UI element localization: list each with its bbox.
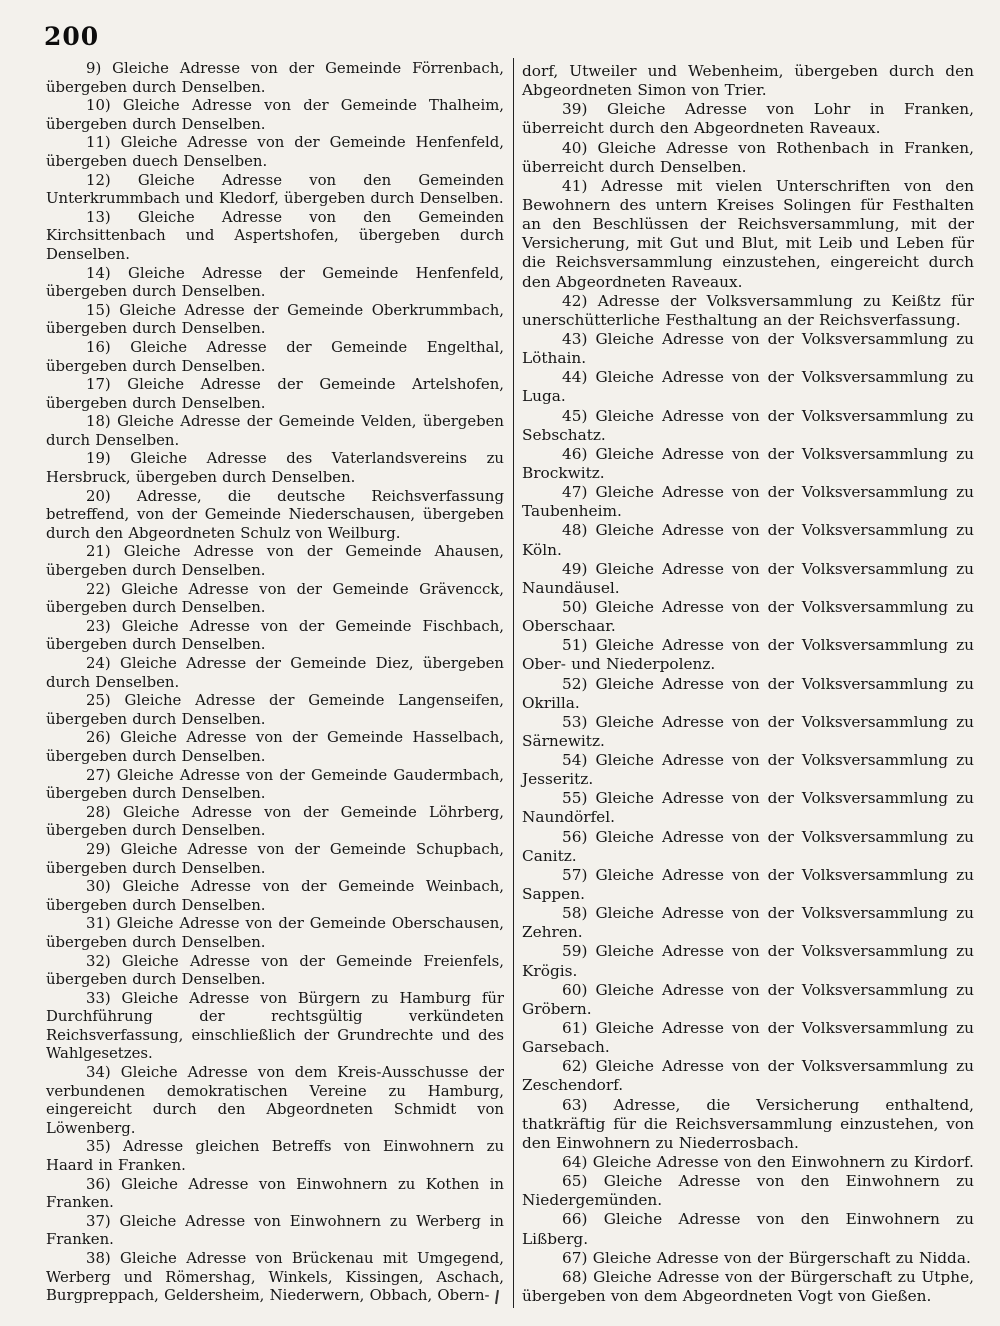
list-item: 47) Gleiche Adresse von der Volksversammlung zu Taubenheim. bbox=[522, 483, 974, 521]
list-item: 42) Adresse der Volksversammlung zu Keißtz für unerschütterliche Festhaltung an der Reichsverfassung. bbox=[522, 291, 974, 329]
list-item: 35) Adresse gleichen Betreffs von Einwohnern zu Haard in Franken. bbox=[46, 1137, 504, 1175]
list-item: 18) Gleiche Adresse der Gemeinde Velden, übergeben durch Denselben. bbox=[46, 412, 504, 449]
list-item: 10) Gleiche Adresse von der Gemeinde Thalheim, übergeben durch Denselben. bbox=[46, 96, 504, 133]
list-item: 21) Gleiche Adresse von der Gemeinde Ahausen, übergeben durch Denselben. bbox=[46, 542, 504, 580]
list-item: 64) Gleiche Adresse von den Einwohnern zu Kirdorf. bbox=[562, 1153, 974, 1172]
list-item: 17) Gleiche Adresse der Gemeinde Artelshofen, übergeben durch Denselben. bbox=[46, 375, 504, 412]
list-item: 15) Gleiche Adresse der Gemeinde Oberkrummbach, übergeben durch Denselben. bbox=[46, 300, 504, 338]
list-item: 65) Gleiche Adresse von den Einwohnern zu Niedergemünden. bbox=[522, 1172, 974, 1210]
list-item: 38) Gleiche Adresse von Brückenau mit Umgegend, Werberg und Römershag, Winkels, Kissingen, Aschach, Burgpreppach, Geldersheim, Niederwern, Obbach, Obern- bbox=[46, 1249, 504, 1305]
list-item: 14) Gleiche Adresse der Gemeinde Henfenfeld, übergeben durch Denselben. bbox=[46, 263, 504, 301]
list-item: 19) Gleiche Adresse des Vaterlandsvereins zu Hersbruck, übergeben durch Denselben. bbox=[46, 449, 504, 487]
list-item: 50) Gleiche Adresse von der Volksversammlung zu Oberschaar. bbox=[522, 597, 974, 636]
list-item: 62) Gleiche Adresse von der Volksversammlung zu Zeschendorf. bbox=[522, 1057, 974, 1095]
list-item: 28) Gleiche Adresse von der Gemeinde Löhrberg, übergeben durch Denselben. bbox=[46, 802, 504, 840]
list-item: 53) Gleiche Adresse von der Volksversammlung zu Särnewitz. bbox=[522, 712, 974, 750]
list-item: 34) Gleiche Adresse von dem Kreis-Ausschusse der verbundenen demokratischen Vereine zu Hamburg, eingereicht durch den Abgeordneten Schmidt von Löwenberg. bbox=[46, 1063, 504, 1137]
list-item: 20) Adresse, die deutsche Reichsverfassung betreffend, von der Gemeinde Niederschausen, übergeben durch den Abgeordneten Schulz von Weilburg. bbox=[46, 486, 504, 542]
list-item: 43) Gleiche Adresse von der Volksversammlung zu Löthain. bbox=[522, 329, 974, 368]
list-item: 30) Gleiche Adresse von der Gemeinde Weinbach, übergeben durch Denselben. bbox=[46, 877, 504, 914]
list-item: 36) Gleiche Adresse von Einwohnern zu Kothen in Franken. bbox=[46, 1174, 504, 1212]
list-item: 58) Gleiche Adresse von der Volksversammlung zu Zehren. bbox=[522, 904, 974, 942]
list-item: 41) Adresse mit vielen Unterschriften von den Bewohnern des untern Kreises Solingen für Festhalten an den Beschlüssen der Reichsversammlung, mit der Versicherung, mit Gut und Blut, mit Leib und Leben für die Reichsversammlung einzustehen, eingereicht durch den Abgeordneten Raveaux. bbox=[522, 176, 974, 291]
page-number: 200 bbox=[44, 22, 100, 51]
list-item: 49) Gleiche Adresse von der Volksversammlung zu Naundäusel. bbox=[522, 559, 974, 597]
list-item-continuation: dorf, Utweiler und Webenheim, übergeben durch den Abgeordneten Simon von Trier. bbox=[522, 62, 974, 100]
list-item: 13) Gleiche Adresse von den Gemeinden Kirchsittenbach und Aspertshofen, übergeben durch Denselben. bbox=[46, 207, 504, 263]
list-item: 37) Gleiche Adresse von Einwohnern zu Werberg in Franken. bbox=[46, 1211, 504, 1249]
list-item: 57) Gleiche Adresse von der Volksversammlung zu Sappen. bbox=[522, 865, 974, 904]
list-item: 46) Gleiche Adresse von der Volksversammlung zu Brockwitz. bbox=[522, 444, 974, 482]
list-item: 16) Gleiche Adresse der Gemeinde Engelthal, übergeben durch Denselben. bbox=[46, 337, 504, 375]
list-item: 24) Gleiche Adresse der Gemeinde Diez, übergeben durch Denselben. bbox=[46, 654, 504, 691]
list-item: 23) Gleiche Adresse von der Gemeinde Fischbach, übergeben durch Denselben. bbox=[46, 616, 504, 654]
list-item: 40) Gleiche Adresse von Rothenbach in Franken, überreicht durch Denselben. bbox=[522, 138, 974, 176]
right-column bbox=[522, 62, 974, 1306]
list-item: 27) Gleiche Adresse von der Gemeinde Gaudermbach, übergeben durch Denselben. bbox=[46, 765, 504, 803]
column-divider bbox=[513, 58, 514, 1308]
list-item: 55) Gleiche Adresse von der Volksversammlung zu Naundörfel. bbox=[522, 789, 974, 827]
list-item: 54) Gleiche Adresse von der Volksversammlung zu Jesseritz. bbox=[522, 751, 974, 789]
list-item: 63) Adresse, die Versicherung enthaltend, thatkräftig für die Reichsversammlung einzustehen, von den Einwohnern zu Niederrosbach. bbox=[522, 1095, 974, 1152]
list-item: 26) Gleiche Adresse von der Gemeinde Hasselbach, übergeben durch Denselben. bbox=[46, 728, 504, 765]
list-item: 22) Gleiche Adresse von der Gemeinde Grävencck, übergeben durch Denselben. bbox=[46, 579, 504, 617]
list-item: 33) Gleiche Adresse von Bürgern zu Hamburg für Durchführung der rechtsgültig verkündeten Reichsverfassung, einschließlich der Grundrechte und des Wahlgesetzes. bbox=[46, 988, 504, 1063]
list-item: 48) Gleiche Adresse von der Volksversammlung zu Köln. bbox=[522, 521, 974, 559]
list-item: 68) Gleiche Adresse von der Bürgerschaft zu Utphe, übergeben von dem Abgeordneten Vogt von Gießen. bbox=[522, 1267, 974, 1305]
list-item: 45) Gleiche Adresse von der Volksversammlung zu Sebschatz. bbox=[522, 406, 974, 444]
list-item: 31) Gleiche Adresse von der Gemeinde Oberschausen, übergeben durch Denselben. bbox=[46, 914, 504, 951]
list-item: 12) Gleiche Adresse von den Gemeinden Unterkrummbach und Kledorf, übergeben durch Denselben. bbox=[46, 170, 504, 208]
list-item: 9) Gleiche Adresse von der Gemeinde Förrenbach, übergeben durch Denselben. bbox=[46, 59, 504, 96]
list-item: 51) Gleiche Adresse von der Volksversammlung zu Ober- und Niederpolenz. bbox=[522, 636, 974, 674]
list-item: 60) Gleiche Adresse von der Volksversammlung zu Gröbern. bbox=[522, 980, 974, 1018]
list-item: 32) Gleiche Adresse von der Gemeinde Freienfels, übergeben durch Denselben. bbox=[46, 951, 504, 989]
list-item: 52) Gleiche Adresse von der Volksversammlung zu Okrilla. bbox=[522, 674, 974, 712]
list-item: 11) Gleiche Adresse von der Gemeinde Henfenfeld, übergeben duech Denselben. bbox=[46, 133, 504, 170]
list-item: 44) Gleiche Adresse von der Volksversammlung zu Luga. bbox=[522, 368, 974, 406]
left-column bbox=[46, 59, 504, 1305]
list-item: 25) Gleiche Adresse der Gemeinde Langenseifen, übergeben durch Denselben. bbox=[46, 691, 504, 728]
list-item: 29) Gleiche Adresse von der Gemeinde Schupbach, übergeben durch Denselben. bbox=[46, 839, 504, 877]
list-item: 61) Gleiche Adresse von der Volksversammlung zu Garsebach. bbox=[522, 1019, 974, 1057]
list-item: 39) Gleiche Adresse von Lohr in Franken, überreicht durch den Abgeordneten Raveaux. bbox=[522, 100, 974, 138]
list-item: 67) Gleiche Adresse von der Bürgerschaft zu Nidda. bbox=[562, 1248, 971, 1267]
list-item: 66) Gleiche Adresse von den Einwohnern zu Lißberg. bbox=[522, 1210, 974, 1248]
list-item: 59) Gleiche Adresse von der Volksversammlung zu Krögis. bbox=[522, 942, 974, 980]
list-item: 56) Gleiche Adresse von der Volksversammlung zu Canitz. bbox=[522, 827, 974, 865]
